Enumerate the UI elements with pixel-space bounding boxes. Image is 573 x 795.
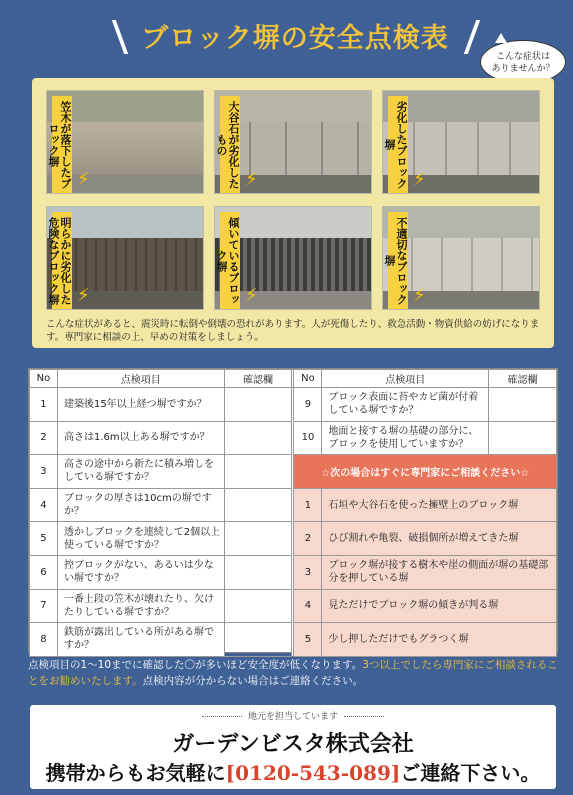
contact-subtitle-text: 地元を担当しています xyxy=(247,712,338,722)
check-item: 透かしブロックを連続して2個以上使っている塀ですか？ xyxy=(57,522,224,556)
warning-bolt-icon: ⚡ xyxy=(77,169,90,190)
check-box-cell[interactable] xyxy=(224,522,292,556)
check-item: 高さの途中から新たに積み増しをしている塀ですか？ xyxy=(57,455,224,489)
footnote xyxy=(28,657,558,689)
warning-bolt-icon: ⚡ xyxy=(245,169,258,190)
urgent-number: 2 xyxy=(294,522,322,556)
row-number: 1 xyxy=(30,388,58,422)
table-header-row xyxy=(30,370,557,388)
panel-note: こんな症状があると、震災時に転倒や倒壊の恐れがあります。人が死傷したり、救急活動・物資供給の妨げになります。専門家に相談の上、早めの対策をしましょう。 xyxy=(46,319,540,343)
photo-label: 大谷石が劣化したもの xyxy=(220,96,240,193)
photo-dangerous xyxy=(46,206,204,310)
table-row xyxy=(30,455,557,489)
table-row xyxy=(30,421,557,455)
urgent-item: 見ただけでブロック塀の傾きが判る塀 xyxy=(322,589,557,623)
check-item: 一番上段の笠木が壊れたり、欠けたりしている塀ですか？ xyxy=(57,589,224,623)
photo-leaning xyxy=(214,206,372,310)
urgent-header: ☆次の場合はすぐに専門家にご相談ください☆ xyxy=(294,455,557,489)
warning-bolt-icon: ⚡ xyxy=(77,285,90,306)
photo-label: 明らかに劣化した危険なブロック塀 xyxy=(52,212,72,309)
phone-suffix: ご連絡下さい。 xyxy=(400,761,541,785)
table-row xyxy=(30,388,557,422)
check-item: 地面と接する塀の基礎の部分に、ブロックを使用していますか？ xyxy=(322,421,489,455)
urgent-item: 石垣や大谷石を使った擁壁上のブロック塀 xyxy=(322,488,557,522)
check-box-cell[interactable] xyxy=(224,555,292,589)
header-check: 確認欄 xyxy=(489,370,557,388)
page-title: ブロック塀の安全点検表 xyxy=(141,23,449,54)
urgent-number: 3 xyxy=(294,555,322,589)
checklist-table xyxy=(28,368,558,653)
row-number: 6 xyxy=(30,555,58,589)
footnote-part1: 点検項目の1～10までに確認した〇が多いほど安全度が低くなります。 xyxy=(28,659,363,671)
contact-subtitle xyxy=(30,709,556,722)
photo-inappropriate xyxy=(382,206,540,310)
row-number: 4 xyxy=(30,488,58,522)
check-box-cell[interactable] xyxy=(489,388,557,422)
phone-number[interactable]: [0120-543-089] xyxy=(225,761,401,785)
photo-label: 笠木が落下したブロック塀 xyxy=(52,96,72,193)
urgent-number: 4 xyxy=(294,589,322,623)
table-row xyxy=(30,488,557,522)
table-row xyxy=(30,522,557,556)
phone-prefix: 携帯からもお気軽に xyxy=(45,761,226,785)
check-item: 控ブロックがない、あるいは少ない塀ですか？ xyxy=(57,555,224,589)
photo-panel xyxy=(32,78,554,348)
check-box-cell[interactable] xyxy=(224,623,292,657)
row-number: 7 xyxy=(30,589,58,623)
row-number: 9 xyxy=(294,388,322,422)
row-number: 2 xyxy=(30,421,58,455)
check-box-cell[interactable] xyxy=(224,589,292,623)
check-item: 建築後15年以上経つ塀ですか？ xyxy=(57,388,224,422)
title-slash-right xyxy=(464,20,480,54)
phone-line xyxy=(30,757,556,786)
photo-deteriorated xyxy=(382,90,540,194)
check-box-cell[interactable] xyxy=(224,421,292,455)
photo-fallen-coping xyxy=(46,90,204,194)
check-item: 高さは1.6m以上ある塀ですか？ xyxy=(57,421,224,455)
header-no: No xyxy=(294,370,322,388)
urgent-item: ブロック塀が接する樹木や崖の側面が塀の基礎部分を押している塀 xyxy=(322,555,557,589)
check-item: ブロック表面に苔やカビ菌が付着している塀ですか？ xyxy=(322,388,489,422)
table-row xyxy=(30,555,557,589)
photo-label: 劣化したブロック塀 xyxy=(388,96,408,193)
check-item: 鉄筋が露出している所がある塀ですか？ xyxy=(57,623,224,657)
photo-label: 傾いているブロック塀 xyxy=(220,212,240,309)
row-number: 5 xyxy=(30,522,58,556)
table-row xyxy=(30,589,557,623)
photo-oya-stone xyxy=(214,90,372,194)
footnote-highlight: 3つ以上でしたら専門家にご相談されることをお勧めいたします。 xyxy=(28,659,558,687)
header-check: 確認欄 xyxy=(224,370,292,388)
photo-label: 不適切なブロック塀 xyxy=(388,212,408,309)
check-box-cell[interactable] xyxy=(224,455,292,489)
urgent-number: 1 xyxy=(294,488,322,522)
urgent-item: 少し押しただけでもグラつく塀 xyxy=(322,623,557,657)
row-number: 10 xyxy=(294,421,322,455)
footnote-part3: 点検内容が分からない場合はご連絡ください。 xyxy=(142,675,364,687)
warning-bolt-icon: ⚡ xyxy=(413,285,426,306)
company-name: ガーデンビスタ株式会社 xyxy=(172,731,414,757)
warning-bolt-icon: ⚡ xyxy=(413,169,426,190)
check-box-cell[interactable] xyxy=(489,421,557,455)
contact-box xyxy=(30,705,556,789)
bubble-text: こんな症状は ありませんか？ xyxy=(491,52,555,74)
row-number: 3 xyxy=(30,455,58,489)
header-no: No xyxy=(30,370,58,388)
header-item: 点検項目 xyxy=(322,370,489,388)
table-row xyxy=(30,623,557,657)
urgent-number: 5 xyxy=(294,623,322,657)
warning-bolt-icon: ⚡ xyxy=(245,285,258,306)
check-item: ブロックの厚さは10cmの塀ですか？ xyxy=(57,488,224,522)
row-number: 8 xyxy=(30,623,58,657)
urgent-item: ひび割れや亀裂、破損個所が増えてきた塀 xyxy=(322,522,557,556)
check-box-cell[interactable] xyxy=(224,388,292,422)
check-box-cell[interactable] xyxy=(224,488,292,522)
title-slash-left xyxy=(112,20,128,54)
header-item: 点検項目 xyxy=(57,370,224,388)
